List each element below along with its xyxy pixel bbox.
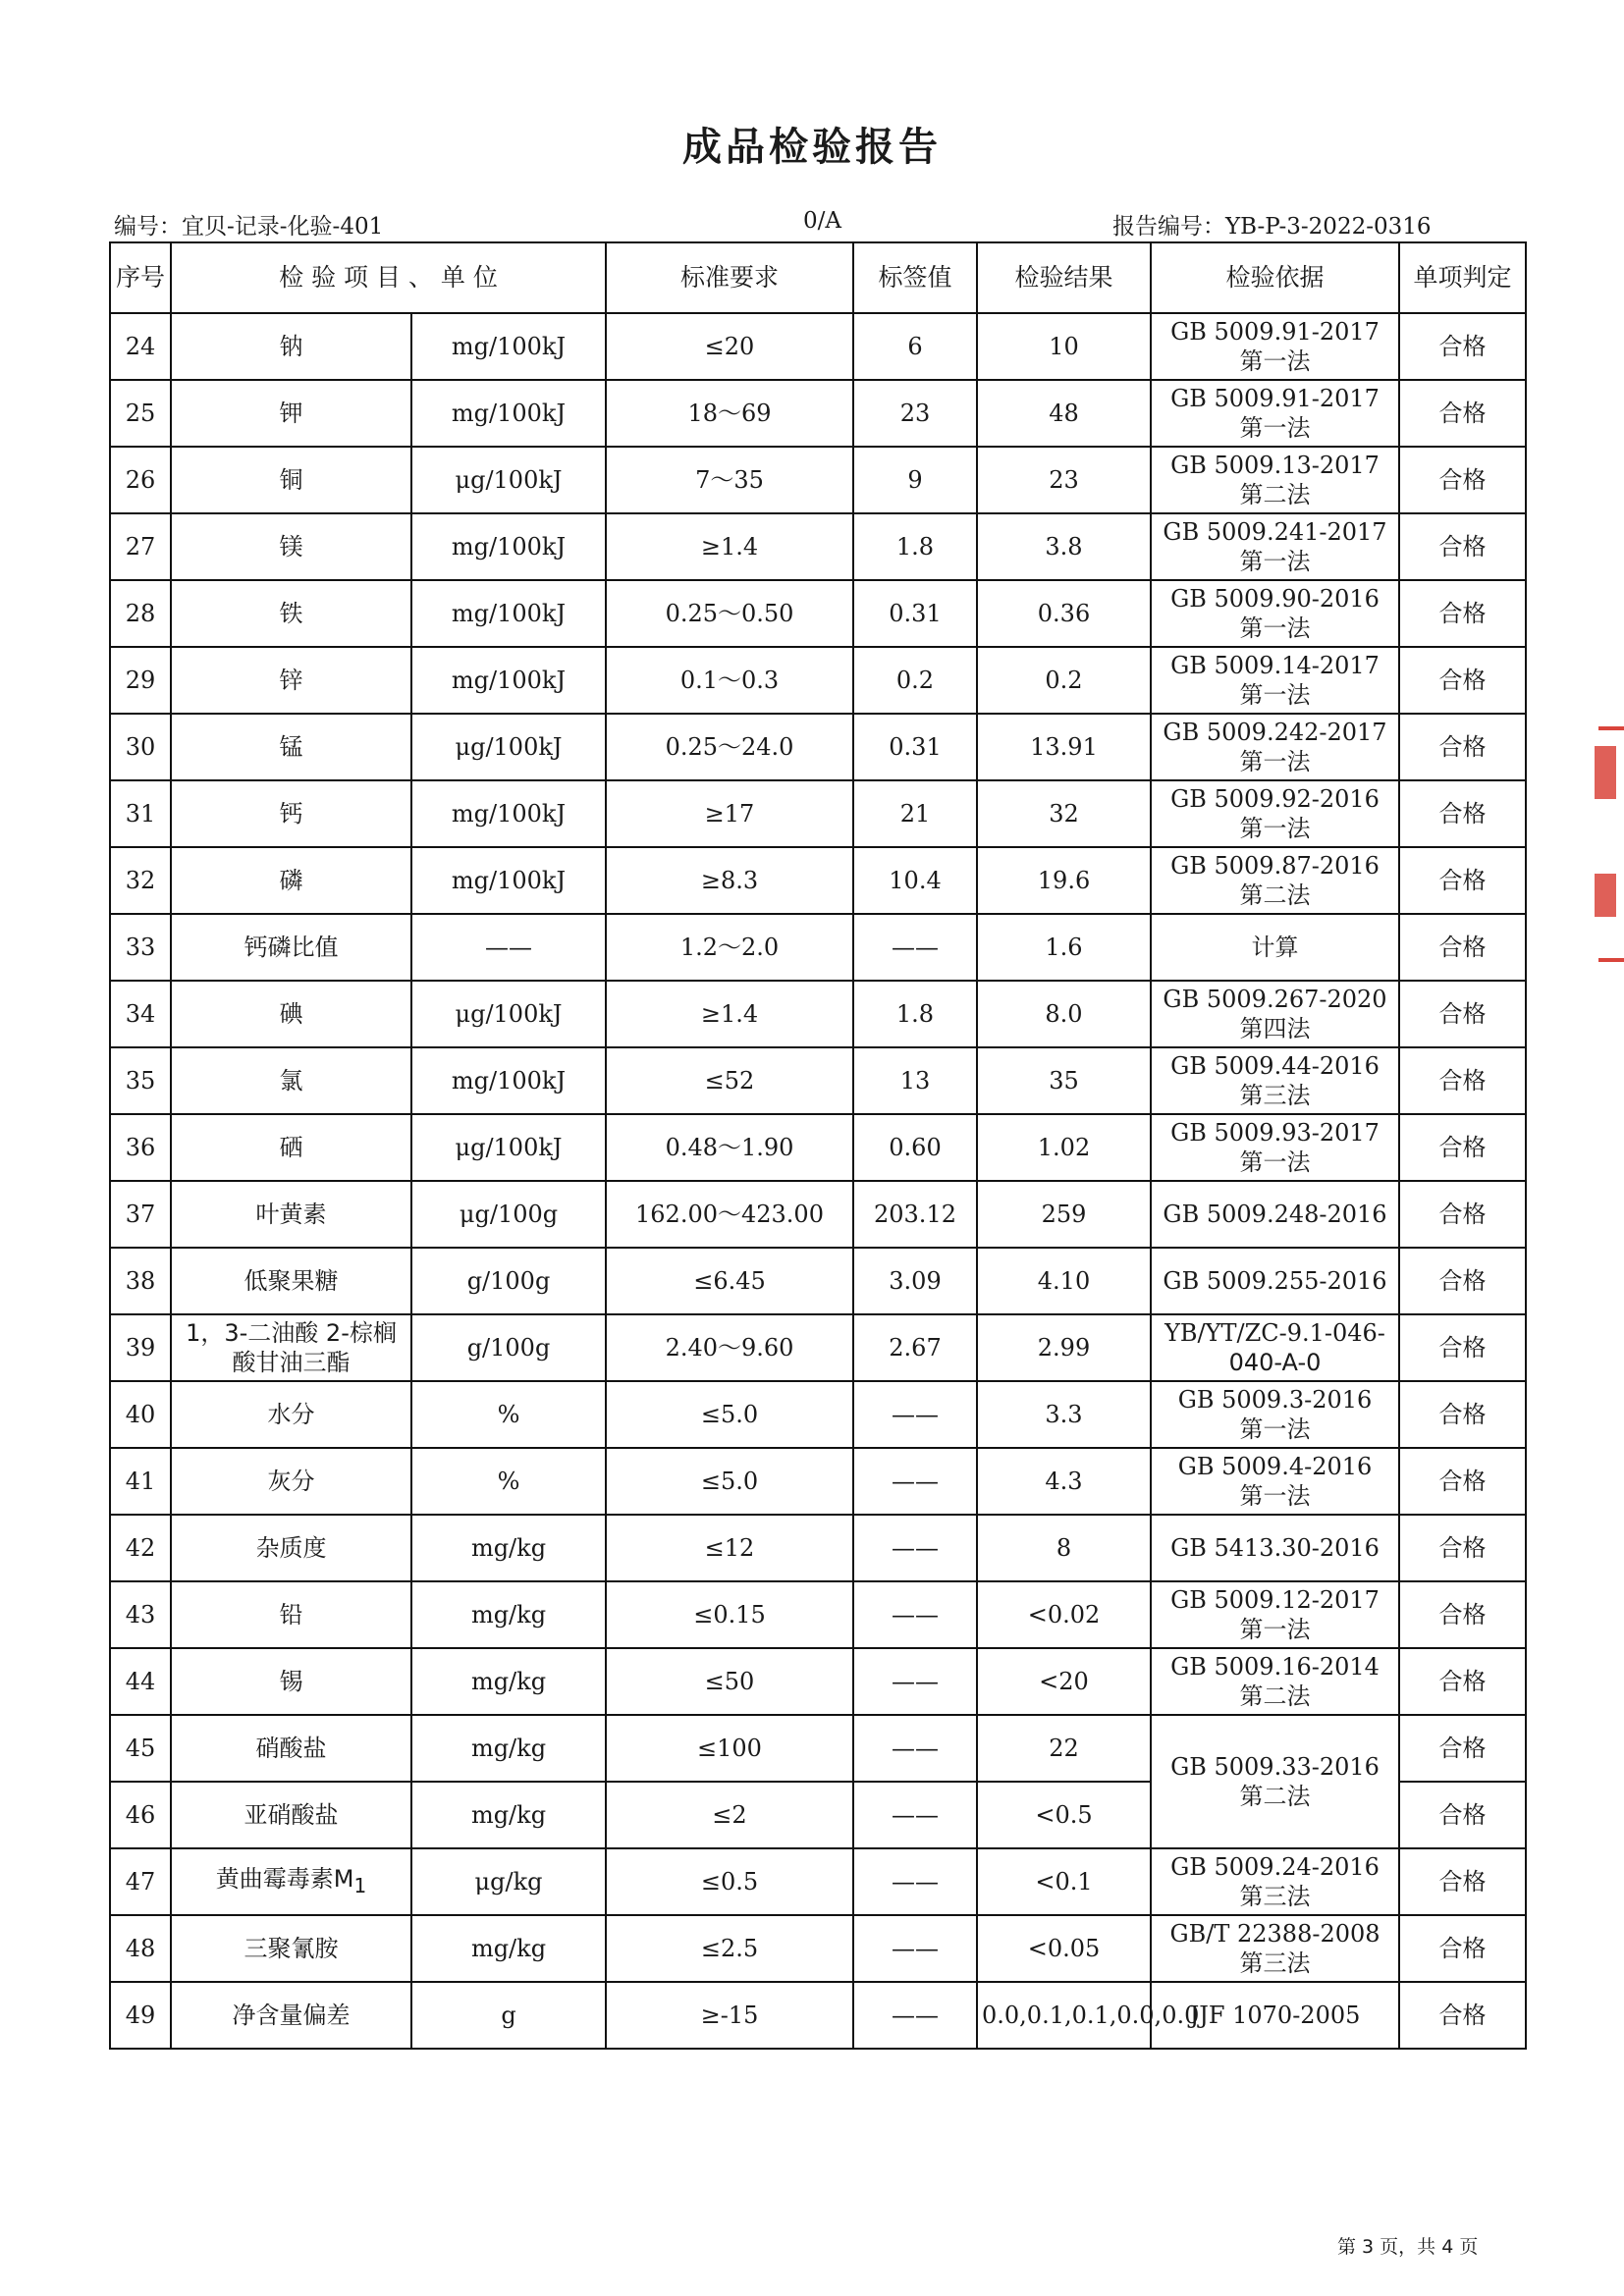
row-label-value: ——: [853, 1515, 977, 1581]
row-result: 35: [977, 1047, 1151, 1114]
row-basis-line1: GB 5009.92-2016: [1170, 785, 1380, 813]
row-unit: μg/100g: [411, 1181, 606, 1248]
row-basis: [1151, 447, 1399, 513]
row-seq: 32: [110, 847, 171, 914]
row-basis: [1151, 647, 1399, 714]
row-basis: [1151, 1648, 1399, 1715]
table-row: [110, 1181, 1526, 1248]
doc-version: 0/A: [803, 208, 841, 234]
row-label-value: ——: [853, 1715, 977, 1782]
row-basis-line1: GB 5009.24-2016: [1170, 1853, 1380, 1881]
row-basis: [1151, 981, 1399, 1047]
seal-stamp-fragment: [1591, 726, 1624, 982]
row-judgement: 合格: [1399, 580, 1526, 647]
row-item: 灰分: [171, 1448, 411, 1515]
row-basis-line1: GB 5009.242-2017: [1163, 719, 1387, 746]
row-judgement: 合格: [1399, 1114, 1526, 1181]
row-basis-line1: YB/YT/ZC-9.1-046-: [1164, 1319, 1385, 1347]
row-basis: [1151, 1248, 1399, 1314]
row-judgement: 合格: [1399, 513, 1526, 580]
table-row: [110, 1581, 1526, 1648]
row-seq: 40: [110, 1381, 171, 1448]
table-row: [110, 780, 1526, 847]
row-basis-line1: GB 5009.91-2017: [1170, 385, 1380, 412]
row-standard: ≤52: [606, 1047, 853, 1114]
row-basis-line2: 第一法: [1239, 748, 1311, 775]
row-item: 碘: [171, 981, 411, 1047]
row-basis: [1151, 380, 1399, 447]
row-item: 杂质度: [171, 1515, 411, 1581]
row-basis-line2: 第四法: [1239, 1015, 1311, 1042]
row-result: <0.5: [977, 1782, 1151, 1848]
col-seq: 序号: [110, 242, 171, 313]
row-result: 19.6: [977, 847, 1151, 914]
row-label-value: 6: [853, 313, 977, 380]
table-row: [110, 513, 1526, 580]
table-row: [110, 1982, 1526, 2049]
row-basis: [1151, 1114, 1399, 1181]
table-row: [110, 647, 1526, 714]
row-basis-line2: 第一法: [1239, 347, 1311, 375]
row-judgement: 合格: [1399, 313, 1526, 380]
row-unit: mg/100kJ: [411, 780, 606, 847]
row-seq: 28: [110, 580, 171, 647]
row-result: 0.36: [977, 580, 1151, 647]
row-standard: 18～69: [606, 380, 853, 447]
row-item: 钙磷比值: [171, 914, 411, 981]
row-seq: 26: [110, 447, 171, 513]
row-judgement: 合格: [1399, 1181, 1526, 1248]
row-basis-line2: 第三法: [1239, 1949, 1311, 1977]
row-item: 钙: [171, 780, 411, 847]
table-row: [110, 914, 1526, 981]
row-result: 3.3: [977, 1381, 1151, 1448]
row-unit: mg/kg: [411, 1581, 606, 1648]
table-row: [110, 1848, 1526, 1915]
row-seq: 25: [110, 380, 171, 447]
row-standard: 162.00～423.00: [606, 1181, 853, 1248]
report-number: 报告编号：YB-P-3-2022-0316: [1112, 214, 1432, 240]
row-standard: ≥-15: [606, 1982, 853, 2049]
row-basis-line1: GB 5009.267-2020: [1163, 986, 1387, 1013]
row-unit: mg/100kJ: [411, 580, 606, 647]
row-seq: 38: [110, 1248, 171, 1314]
row-judgement: 合格: [1399, 714, 1526, 780]
row-basis-line1: GB 5009.14-2017: [1170, 652, 1380, 679]
row-judgement: 合格: [1399, 847, 1526, 914]
row-label-value: 0.2: [853, 647, 977, 714]
row-item: 三聚氰胺: [171, 1915, 411, 1982]
row-standard: 0.25～0.50: [606, 580, 853, 647]
row-label-value: 1.8: [853, 981, 977, 1047]
row-judgement: 合格: [1399, 1381, 1526, 1448]
row-unit: mg/kg: [411, 1915, 606, 1982]
row-unit: μg/kg: [411, 1848, 606, 1915]
row-result: 8.0: [977, 981, 1151, 1047]
row-result: 22: [977, 1715, 1151, 1782]
row-unit: mg/kg: [411, 1648, 606, 1715]
table-row: [110, 981, 1526, 1047]
row-basis-line2: 第二法: [1239, 881, 1311, 909]
row-item: 钾: [171, 380, 411, 447]
row-unit: mg/100kJ: [411, 313, 606, 380]
row-standard: ≤20: [606, 313, 853, 380]
row-label-value: ——: [853, 914, 977, 981]
row-item: 锌: [171, 647, 411, 714]
row-label-value: 3.09: [853, 1248, 977, 1314]
row-basis: [1151, 1181, 1399, 1248]
table-row: [110, 1248, 1526, 1314]
row-item: 氯: [171, 1047, 411, 1114]
row-standard: ≤2.5: [606, 1915, 853, 1982]
row-unit: mg/kg: [411, 1782, 606, 1848]
row-basis: [1151, 780, 1399, 847]
row-basis: [1151, 1381, 1399, 1448]
row-item: 铁: [171, 580, 411, 647]
row-label-value: ——: [853, 1381, 977, 1448]
row-seq: 42: [110, 1515, 171, 1581]
row-basis-line2: 第一法: [1239, 1482, 1311, 1510]
row-label-value: ——: [853, 1848, 977, 1915]
row-standard: ≤0.15: [606, 1581, 853, 1648]
row-standard: ≤100: [606, 1715, 853, 1782]
row-standard: ≥17: [606, 780, 853, 847]
row-item: 1，3-二油酸 2-棕榈酸甘油三酯: [171, 1314, 411, 1381]
row-basis-line2: 第一法: [1239, 681, 1311, 709]
row-judgement: 合格: [1399, 380, 1526, 447]
row-seq: 43: [110, 1581, 171, 1648]
row-result: 0.2: [977, 647, 1151, 714]
table-row: [110, 1381, 1526, 1448]
table-row: [110, 1314, 1526, 1381]
row-basis: [1151, 1581, 1399, 1648]
row-item: 锰: [171, 714, 411, 780]
row-result: 259: [977, 1181, 1151, 1248]
row-unit: mg/100kJ: [411, 847, 606, 914]
row-basis-line1: GB 5009.93-2017: [1170, 1119, 1380, 1147]
row-standard: ≤50: [606, 1648, 853, 1715]
row-basis-line1: GB 5009.87-2016: [1170, 852, 1380, 880]
table-row: [110, 847, 1526, 914]
row-basis-line1: GB 5009.44-2016: [1170, 1052, 1380, 1080]
row-basis: [1151, 313, 1399, 380]
row-label-value: ——: [853, 1915, 977, 1982]
row-unit: μg/100kJ: [411, 714, 606, 780]
row-judgement: 合格: [1399, 1581, 1526, 1648]
row-item: 镁: [171, 513, 411, 580]
row-label-value: 9: [853, 447, 977, 513]
row-item: 亚硝酸盐: [171, 1782, 411, 1848]
row-seq: 39: [110, 1314, 171, 1381]
table-row: [110, 1114, 1526, 1181]
row-seq: 30: [110, 714, 171, 780]
col-label-value: 标签值: [853, 242, 977, 313]
row-label-value: 21: [853, 780, 977, 847]
row-judgement: 合格: [1399, 1782, 1526, 1848]
row-basis-line1: GB 5009.255-2016: [1163, 1267, 1387, 1295]
row-seq: 49: [110, 1982, 171, 2049]
row-judgement: 合格: [1399, 914, 1526, 981]
row-item: [171, 1848, 411, 1915]
row-result: 10: [977, 313, 1151, 380]
row-unit: μg/100kJ: [411, 981, 606, 1047]
row-label-value: 0.31: [853, 714, 977, 780]
row-basis: [1151, 580, 1399, 647]
row-unit: mg/kg: [411, 1715, 606, 1782]
row-basis-line1: GB 5009.33-2016: [1170, 1753, 1380, 1781]
row-judgement: 合格: [1399, 1248, 1526, 1314]
row-seq: 33: [110, 914, 171, 981]
row-result: 32: [977, 780, 1151, 847]
row-basis: [1151, 914, 1399, 981]
row-unit: %: [411, 1381, 606, 1448]
row-seq: 35: [110, 1047, 171, 1114]
row-basis: [1151, 1448, 1399, 1515]
row-basis-line2: 040-A-0: [1228, 1349, 1322, 1376]
row-seq: 36: [110, 1114, 171, 1181]
row-result: 1.6: [977, 914, 1151, 981]
row-basis-line1: GB 5009.3-2016: [1177, 1386, 1373, 1414]
row-unit: mg/100kJ: [411, 1047, 606, 1114]
row-unit: μg/100kJ: [411, 1114, 606, 1181]
table-row: [110, 1515, 1526, 1581]
row-seq: 47: [110, 1848, 171, 1915]
doc-code: 编号：宜贝-记录-化验-401: [114, 214, 384, 240]
row-seq: 31: [110, 780, 171, 847]
row-judgement: 合格: [1399, 447, 1526, 513]
row-judgement: 合格: [1399, 1448, 1526, 1515]
row-item: 磷: [171, 847, 411, 914]
page-number: 第 3 页，共 4 页: [1337, 2236, 1479, 2258]
row-judgement: 合格: [1399, 1648, 1526, 1715]
row-label-value: 23: [853, 380, 977, 447]
row-judgement: 合格: [1399, 981, 1526, 1047]
row-judgement: 合格: [1399, 1982, 1526, 2049]
row-standard: ≤5.0: [606, 1448, 853, 1515]
row-result: 13.91: [977, 714, 1151, 780]
row-basis-line1: 计算: [1251, 934, 1299, 961]
row-basis: [1151, 1848, 1399, 1915]
row-judgement: 合格: [1399, 1715, 1526, 1782]
row-item: 铅: [171, 1581, 411, 1648]
row-standard: ≥1.4: [606, 513, 853, 580]
row-item: 硝酸盐: [171, 1715, 411, 1782]
row-standard: ≤2: [606, 1782, 853, 1848]
row-result: 2.99: [977, 1314, 1151, 1381]
row-item: 低聚果糖: [171, 1248, 411, 1314]
row-basis-line2: 第一法: [1239, 815, 1311, 842]
row-basis-line1: GB 5009.241-2017: [1163, 518, 1387, 546]
row-basis-line2: 第一法: [1239, 1148, 1311, 1176]
row-result: <0.1: [977, 1848, 1151, 1915]
row-unit: mg/100kJ: [411, 513, 606, 580]
row-unit: ——: [411, 914, 606, 981]
row-label-value: ——: [853, 1782, 977, 1848]
row-judgement: 合格: [1399, 780, 1526, 847]
col-item-unit: 检 验 项 目 、 单 位: [171, 242, 606, 313]
row-basis: [1151, 714, 1399, 780]
row-unit: μg/100kJ: [411, 447, 606, 513]
row-label-value: 2.67: [853, 1314, 977, 1381]
row-unit: g: [411, 1982, 606, 2049]
row-item: 水分: [171, 1381, 411, 1448]
row-basis-line1: GB 5009.248-2016: [1163, 1201, 1387, 1228]
row-basis-line1: GB 5413.30-2016: [1170, 1534, 1380, 1562]
row-judgement: 合格: [1399, 1515, 1526, 1581]
row-label-value: 10.4: [853, 847, 977, 914]
table-row: [110, 380, 1526, 447]
row-basis-line2: 第三法: [1239, 1082, 1311, 1109]
row-unit: g/100g: [411, 1314, 606, 1381]
row-unit: mg/100kJ: [411, 647, 606, 714]
row-label-value: 0.31: [853, 580, 977, 647]
row-standard: 7～35: [606, 447, 853, 513]
col-judgement: 单项判定: [1399, 242, 1526, 313]
row-standard: ≤5.0: [606, 1381, 853, 1448]
row-unit: %: [411, 1448, 606, 1515]
row-standard: 0.48～1.90: [606, 1114, 853, 1181]
row-result: 4.3: [977, 1448, 1151, 1515]
row-label-value: 13: [853, 1047, 977, 1114]
row-unit: mg/100kJ: [411, 380, 606, 447]
row-seq: 45: [110, 1715, 171, 1782]
row-item: 锡: [171, 1648, 411, 1715]
table-row: [110, 1648, 1526, 1715]
row-result: 4.10: [977, 1248, 1151, 1314]
row-item-subscript: 1: [353, 1873, 367, 1897]
row-standard: 1.2～2.0: [606, 914, 853, 981]
report-title: 成品检验报告: [682, 125, 942, 170]
row-result: <0.05: [977, 1915, 1151, 1982]
col-standard: 标准要求: [606, 242, 853, 313]
row-item: 硒: [171, 1114, 411, 1181]
row-basis-line2: 第二法: [1239, 1783, 1311, 1810]
table-row: [110, 1047, 1526, 1114]
row-standard: 2.40～9.60: [606, 1314, 853, 1381]
row-result: 48: [977, 380, 1151, 447]
row-item: 钠: [171, 313, 411, 380]
table-row: [110, 1448, 1526, 1515]
row-basis-line1: JJF 1070-2005: [1189, 2002, 1361, 2029]
row-item-text: 黄曲霉毒素M: [215, 1864, 354, 1893]
row-seq: 34: [110, 981, 171, 1047]
row-basis: [1151, 1314, 1399, 1381]
col-result: 检验结果: [977, 242, 1151, 313]
row-judgement: 合格: [1399, 1848, 1526, 1915]
row-standard: ≤12: [606, 1515, 853, 1581]
row-seq: 48: [110, 1915, 171, 1982]
row-basis-line2: 第一法: [1239, 614, 1311, 642]
row-basis-line2: 第二法: [1239, 1682, 1311, 1710]
row-basis-line1: GB 5009.91-2017: [1170, 318, 1380, 346]
table-row: [110, 1715, 1526, 1782]
row-standard: ≤0.5: [606, 1848, 853, 1915]
row-label-value: 1.8: [853, 513, 977, 580]
row-basis: [1151, 513, 1399, 580]
row-result: 0.0,0.1,0.1,0.0,0.0: [977, 1982, 1151, 2049]
row-seq: 46: [110, 1782, 171, 1848]
row-seq: 29: [110, 647, 171, 714]
row-label-value: ——: [853, 1648, 977, 1715]
table-row: [110, 1915, 1526, 1982]
inspection-table: [109, 241, 1527, 2050]
row-result: 1.02: [977, 1114, 1151, 1181]
row-standard: ≥1.4: [606, 981, 853, 1047]
row-judgement: 合格: [1399, 1047, 1526, 1114]
row-standard: 0.1～0.3: [606, 647, 853, 714]
row-basis: [1151, 1715, 1399, 1848]
row-judgement: 合格: [1399, 647, 1526, 714]
row-basis-line2: 第一法: [1239, 1616, 1311, 1643]
row-standard: ≤6.45: [606, 1248, 853, 1314]
table-row: [110, 714, 1526, 780]
row-standard: ≥8.3: [606, 847, 853, 914]
row-seq: 27: [110, 513, 171, 580]
row-item: 叶黄素: [171, 1181, 411, 1248]
row-judgement: 合格: [1399, 1314, 1526, 1381]
row-item: 净含量偏差: [171, 1982, 411, 2049]
row-unit: g/100g: [411, 1248, 606, 1314]
table-header-row: [110, 242, 1526, 313]
row-basis-line1: GB 5009.4-2016: [1177, 1453, 1373, 1480]
row-unit: mg/kg: [411, 1515, 606, 1581]
row-basis: [1151, 1915, 1399, 1982]
row-label-value: 0.60: [853, 1114, 977, 1181]
row-result: 23: [977, 447, 1151, 513]
row-standard: 0.25～24.0: [606, 714, 853, 780]
row-seq: 24: [110, 313, 171, 380]
col-basis: 检验依据: [1151, 242, 1399, 313]
row-basis-line1: GB 5009.90-2016: [1170, 585, 1380, 613]
table-row: [110, 580, 1526, 647]
row-seq: 41: [110, 1448, 171, 1515]
row-label-value: ——: [853, 1448, 977, 1515]
row-result: 3.8: [977, 513, 1151, 580]
row-basis: [1151, 847, 1399, 914]
row-item: 铜: [171, 447, 411, 513]
row-basis-line2: 第一法: [1239, 1415, 1311, 1443]
row-seq: 37: [110, 1181, 171, 1248]
row-result: 8: [977, 1515, 1151, 1581]
row-basis: [1151, 1047, 1399, 1114]
row-basis-line2: 第二法: [1239, 481, 1311, 508]
row-label-value: 203.12: [853, 1181, 977, 1248]
row-basis-line1: GB 5009.12-2017: [1170, 1586, 1380, 1614]
row-result: <20: [977, 1648, 1151, 1715]
row-judgement: 合格: [1399, 1915, 1526, 1982]
table-row: [110, 313, 1526, 380]
row-label-value: ——: [853, 1581, 977, 1648]
table-row: [110, 447, 1526, 513]
row-basis: [1151, 1515, 1399, 1581]
row-basis-line2: 第一法: [1239, 414, 1311, 442]
row-result: <0.02: [977, 1581, 1151, 1648]
row-basis-line1: GB/T 22388-2008: [1169, 1920, 1380, 1948]
row-basis-line1: GB 5009.16-2014: [1170, 1653, 1380, 1681]
row-basis-line2: 第三法: [1239, 1883, 1311, 1910]
row-seq: 44: [110, 1648, 171, 1715]
row-basis-line1: GB 5009.13-2017: [1170, 452, 1380, 479]
row-basis-line2: 第一法: [1239, 548, 1311, 575]
row-label-value: ——: [853, 1982, 977, 2049]
